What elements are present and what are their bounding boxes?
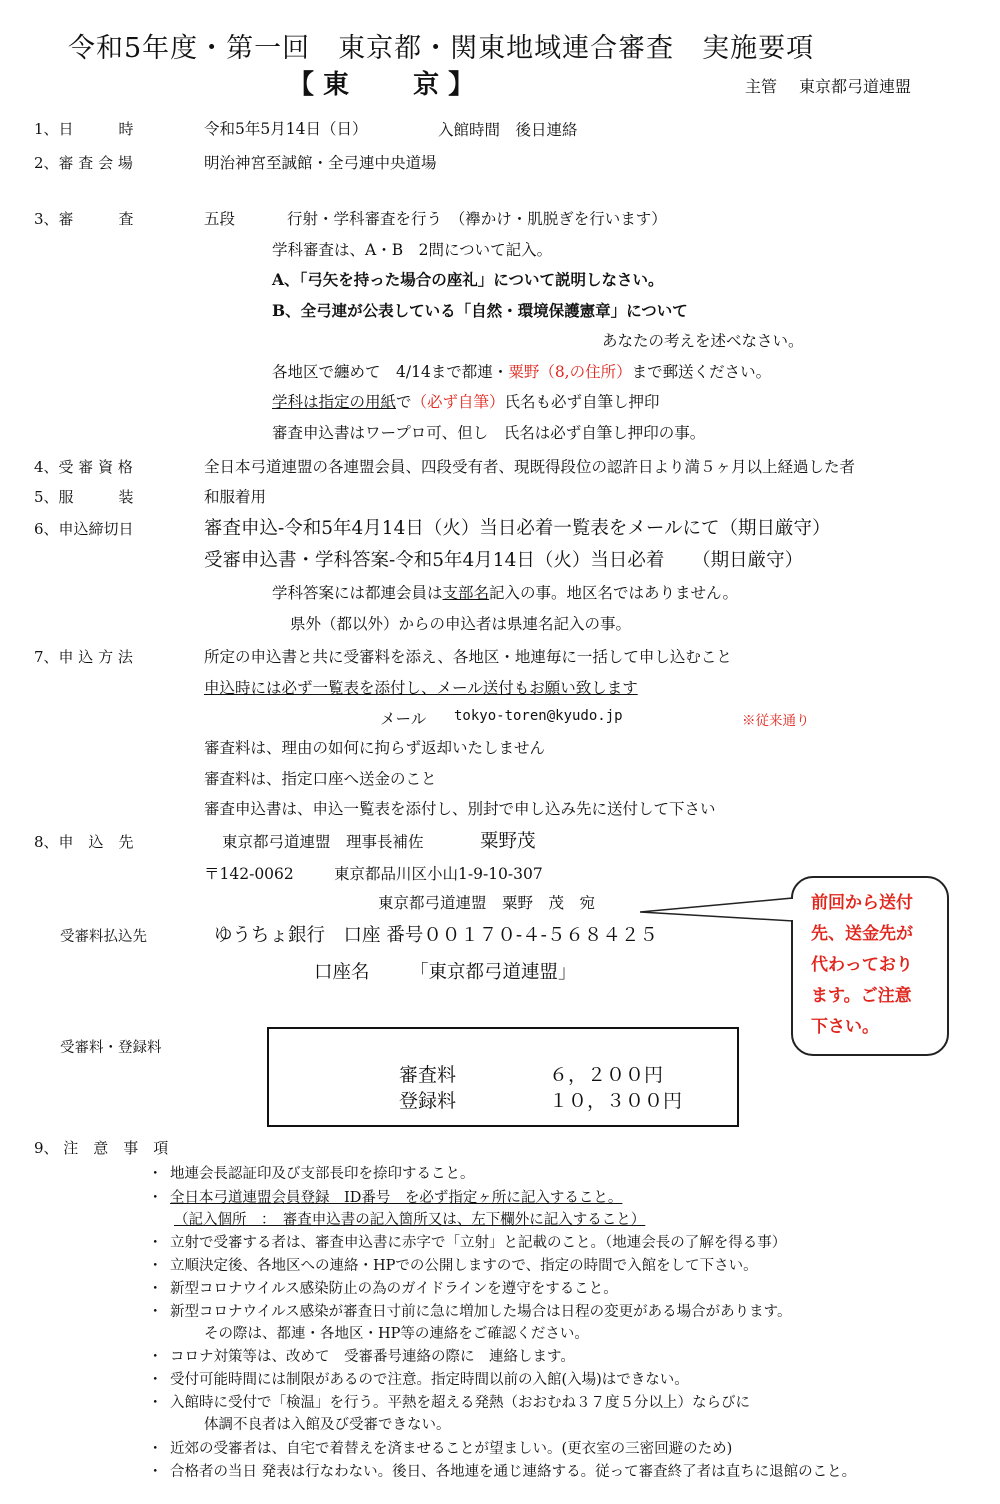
deadline-line-1: 審査申込-令和5年4月14日（火）当日必着一覧表をメールにて（期日厳守） [204,518,831,539]
exam-fee-row [399,1060,664,1087]
notice-bubble [791,876,949,1056]
note-item: ・ 入館時に受付で「検温」を行う。平熱を超える発熱（おおむね３７度５分以上）ならびに [148,1395,750,1411]
note-item: ・ 合格者の当日 発表は行なわない。後日、各地連を通じ連絡する。従って審査終了者は直ちに退館のこと。 [148,1464,857,1480]
subtitle-open: 【 東 [288,70,350,100]
bubble-line: 下さい。 [811,1017,879,1037]
method-line-6: 審査申込書は、申込一覧表を添付し、別封で申し込み先に送付して下さい [204,800,716,818]
note-item: ・ 立射で受審する者は、審査申込書に赤字で「立射」と記載のこと。（地連会長の了解を得る事） [148,1235,787,1251]
note-item: ・ 近郊の受審者は、自宅で着替えを済ませることが望ましい。(更衣室の三密回避のため) [148,1441,733,1457]
written-exam-note: 学科審査は、A・B 2問について記入。 [272,241,553,259]
section-1-label: 1、日 時 [34,120,134,138]
reg-fee-label: 登録料 [399,1090,457,1112]
paper-handwritten: （必ず自筆） [411,393,505,411]
deadline-line-3-pre: 学科答案には都連会員は [272,584,443,602]
exam-fee: ６，２００円 [549,1064,664,1086]
note-item: ・ 新型コロナウイルス感染が審査日寸前に急に増加した場合は日程の変更がある場合があります。 [148,1304,792,1320]
section-9-label: 9、 注 意 事 項 [34,1139,169,1157]
deadline-line-2: 受審申込書・学科答案-令和5年4月14日（火）当日必着 （期日厳守） [204,550,804,571]
note-item-continued: 体調不良者は入館及び受審できない。 [204,1417,451,1433]
account-name-label: 口座名 [314,962,370,983]
question-b: B、全弓連が公表している「自然・環境保護憲章」について [272,301,688,320]
mailing-post: まで郵送ください。 [631,363,772,381]
host-name: 東京都弓道連盟 [799,77,912,96]
venue: 明治神宮至誠館・全弓連中央道場 [204,154,437,172]
reg-fee-row [399,1086,683,1113]
paper-instruction [272,390,660,412]
section-6-label: 6、申込締切日 [34,520,134,538]
section-5-label: 5、服 装 [34,488,134,506]
note-item: ・ 受付可能時間には制限があるので注意。指定時間以前の入館(入場)はできない。 [148,1372,689,1388]
bubble-seam [791,899,795,920]
subtitle-close: 京 】 [413,70,475,100]
mailing-pre: 各地区で纏めて 4/14まで都連・ [272,363,509,381]
fee-box [267,1027,739,1127]
section-3-label: 3、審 査 [34,210,134,228]
method-line-1: 所定の申込書と共に受審料を添え、各地区・地連毎に一括して申し込むこと [204,648,732,666]
bubble-line: 代わっており [811,955,913,975]
method-line-2: 申込時には必ず一覧表を添付し、メール送付もお願い致します [204,679,638,697]
branch-name-underlined: 支部名 [442,584,490,602]
mail-note: ※従来通り [742,713,810,729]
note-item: ・ コロナ対策等は、改めて 受審番号連絡の際に 連絡します。 [148,1349,575,1365]
postal-code: 〒142-0062 [204,865,294,883]
paper-particle: で [396,393,412,411]
bank-account: ゆうちょ銀行 口座 番号００１７０-４-５６８４２５ [214,925,658,946]
host-label: 主管 [745,77,778,96]
section-4-label: 4、受 審 資 格 [34,458,133,476]
note-item: ・ 全日本弓道連盟会員登録 ID番号 を必ず指定ヶ所に記入すること。 [148,1190,623,1206]
host-line [745,74,911,97]
section-8-label: 8、申 込 先 [34,833,134,851]
exam-grade: 五段 [204,210,236,228]
account-name: 「東京都弓道連盟」 [410,962,577,983]
page-subtitle [288,64,474,101]
section-7-label: 7、申 込 方 法 [34,648,133,666]
dress-code: 和服着用 [204,488,267,506]
question-b-continued: あなたの考えを述べなさい。 [602,332,804,350]
eligibility: 全日本弓道連盟の各連盟会員、四段受有者、現既得段位の認許日より満５ヶ月以上経過した者 [204,458,856,476]
mail-label: メール [380,710,427,728]
entry-time: 入館時間 後日連絡 [438,121,578,139]
bank-label: 受審料払込先 [60,929,147,945]
recipient-name: 粟野茂 [480,831,536,852]
paper-underlined: 学科は指定の用紙 [272,393,397,411]
mailing-instruction [272,360,771,382]
note-item: ・ 立順決定後、各地区への連絡・HPでの公開しますので、指定の時間で入館をして下さい。 [148,1258,758,1274]
exam-fee-label: 審査料 [399,1064,457,1086]
fees-label: 受審料・登録料 [60,1040,162,1056]
note-item: ・ 新型コロナウイルス感染防止の為のガイドラインを遵守をすること。 [148,1281,618,1297]
bubble-line: 前回から送付 [811,893,913,913]
paper-post: 氏名も必ず自筆し押印 [504,393,660,411]
application-note: 審査申込書はワープロ可、但し 氏名は必ず自筆し押印の事。 [272,424,706,442]
mailing-recipient: 粟野（8,の住所） [508,363,632,381]
deadline-line-3-post: 記入の事。地区名ではありません。 [489,584,738,602]
exam-date: 令和5年5月14日（日） [204,120,368,138]
note-item-continued: （記入個所 ： 審査申込書の記入箇所又は、左下欄外に記入すること） [174,1212,646,1228]
note-item: ・ 地連会長認証印及び支部長印を捺印すること。 [148,1166,475,1182]
bubble-line: 先、送金先が [811,924,913,944]
deadline-line-3 [272,581,738,603]
section-2-label: 2、審 査 会 場 [34,154,133,172]
deadline-line-4: 県外（都以外）からの申込者は県連名記入の事。 [290,615,632,633]
method-line-5: 審査料は、指定口座へ送金のこと [204,770,437,788]
bubble-line: ます。ご注意 [811,986,912,1006]
reg-fee: １０，３００円 [549,1090,683,1112]
question-a: A、「弓矢を持った場合の座礼」について説明しなさい。 [272,270,664,289]
exam-description: 行射・学科審査を行う （襷かけ・肌脱ぎを行います） [287,210,667,228]
note-item-continued: その際は、都連・各地区・HP等の連絡をご確認ください。 [204,1326,589,1342]
recipient-attention: 東京都弓道連盟 粟野 茂 宛 [378,894,596,912]
page-title: 令和5年度・第一回 東京都・関東地域連合審査 実施要項 [68,33,815,64]
mail-address[interactable]: tokyo-toren@kyudo.jp [454,708,623,724]
method-line-4: 審査料は、理由の如何に拘らず返却いたしません [204,739,546,757]
recipient-org: 東京都弓道連盟 理事長補佐 [222,833,424,851]
recipient-address: 東京都品川区小山1-9-10-307 [334,865,543,883]
bubble-tail [640,895,800,925]
